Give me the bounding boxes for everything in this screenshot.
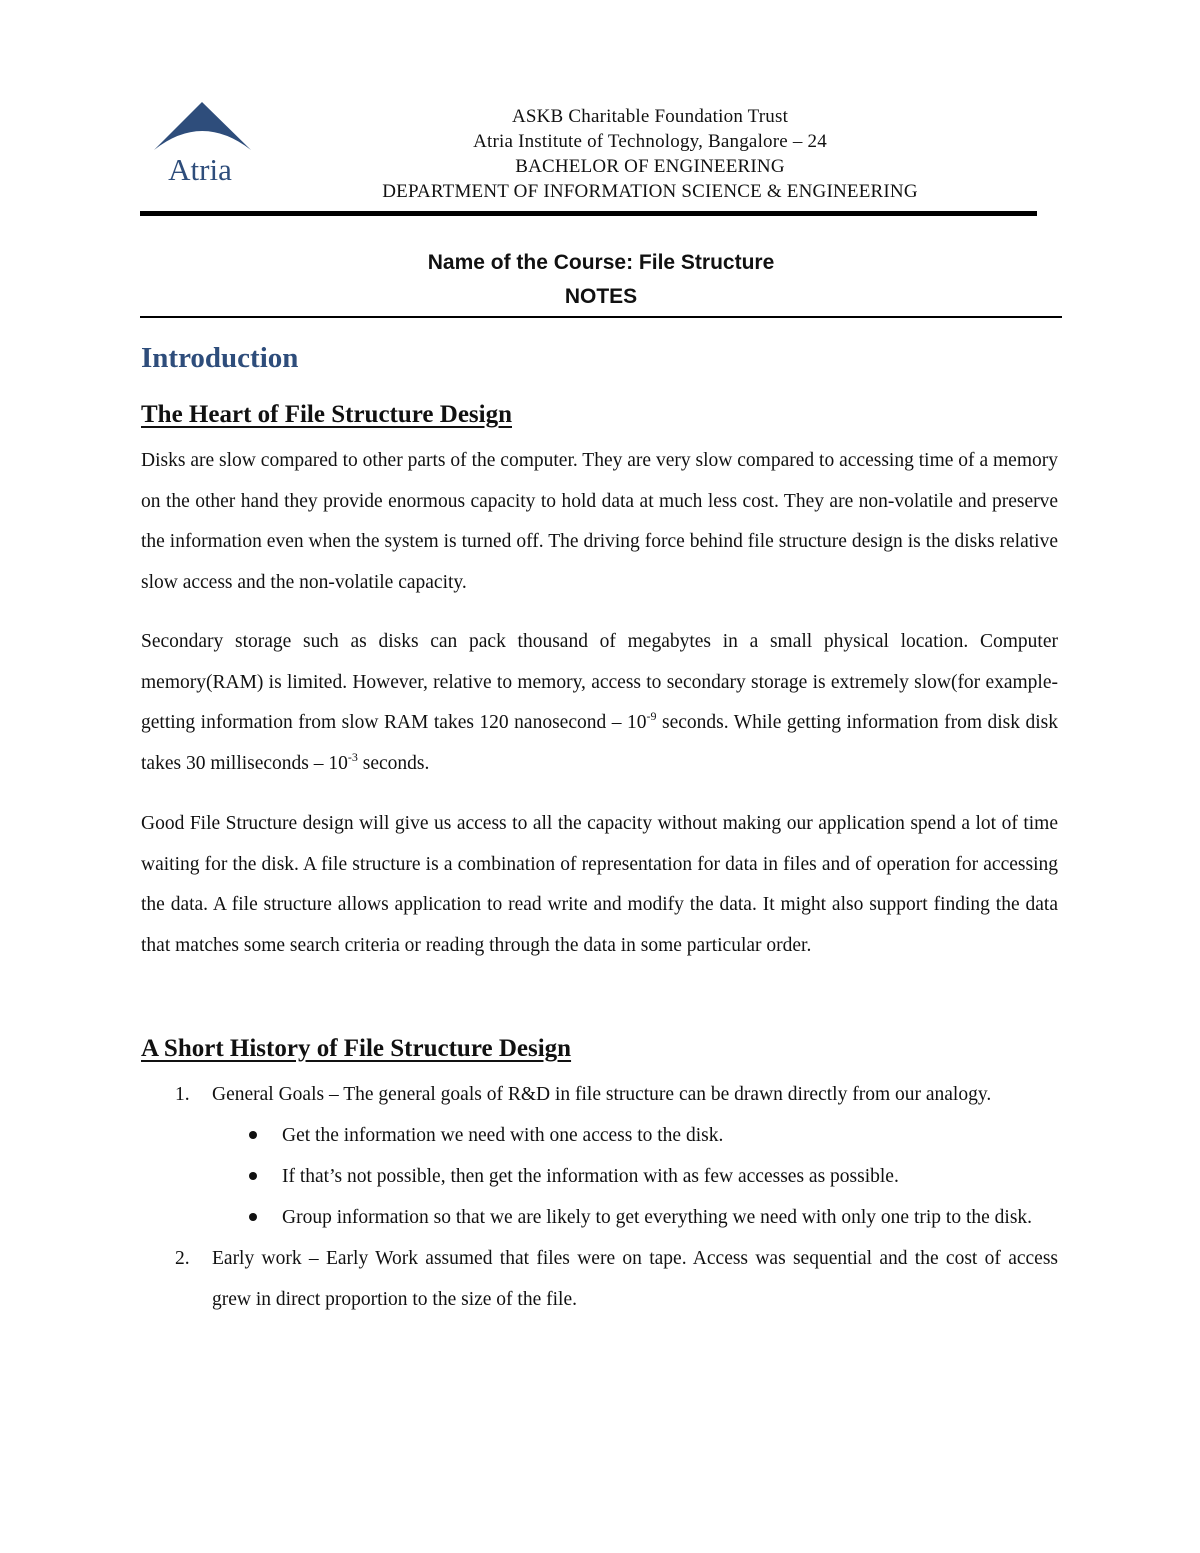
bullet-item xyxy=(141,1115,1058,1156)
course-title-block xyxy=(140,246,1062,314)
degree-name: BACHELOR OF ENGINEERING xyxy=(515,156,785,177)
paragraph-good-design: Good File Structure design will give us access to all the capacity without making our application spend a lot of time waiting for the disk. A file structure is a combination of representation for data in files and of operation for accessing the data. A file structure allows application to read write and modify the data. It might also support finding the data that matches some search criteria or reading through the data in some particular order. xyxy=(141,813,1058,956)
bullet-icon xyxy=(249,1131,257,1139)
paragraph-text: seconds. xyxy=(357,752,430,774)
bullet-icon xyxy=(249,1172,257,1180)
introduction-heading: Introduction xyxy=(141,342,299,374)
header-divider xyxy=(140,211,1037,216)
bullet-icon xyxy=(249,1213,257,1221)
list-item-text: General Goals – The general goals of R&D in file structure can be drawn directly from our analogy. xyxy=(212,1084,992,1105)
trust-name: ASKB Charitable Foundation Trust xyxy=(511,106,789,127)
section-heading-history: A Short History of File Structure Design xyxy=(141,1035,572,1062)
bullet-text: Get the information we need with one access to the disk. xyxy=(282,1125,724,1146)
course-name: Name of the Course: File Structure xyxy=(427,251,775,274)
list-number: 1. xyxy=(175,1084,190,1105)
section-heading-heart: The Heart of File Structure Design xyxy=(141,401,512,428)
bullet-item xyxy=(141,1156,1058,1197)
department-name: DEPARTMENT OF INFORMATION SCIENCE & ENGINEERING xyxy=(382,181,918,202)
paragraph-text: seconds. While getting information from disk disk takes 30 milliseconds – 10 xyxy=(141,712,1059,774)
institution-header xyxy=(300,104,1000,204)
bullet-item xyxy=(141,1197,1058,1238)
exponent-nano: -9 xyxy=(646,709,657,723)
paragraph-secondary-storage xyxy=(141,622,1058,784)
bullet-text: If that’s not possible, then get the information with as few accesses as possible. xyxy=(282,1166,899,1187)
list-number: 2. xyxy=(175,1248,190,1269)
paragraph-text: Secondary storage such as disks can pack thousand of megabytes in a small physical location. Computer memory(RAM) is limited. However, relative to memory, access to secondary storage is extremely slow(for example- getting information from slow RAM takes 120 nanosecond – 10 xyxy=(141,631,1058,733)
list-item-text: Early work – Early Work assumed that files were on tape. Access was sequential and the cost of access grew in direct proportion to the size of the file. xyxy=(212,1248,1058,1310)
atria-logo xyxy=(150,100,255,185)
institute-name: Atria Institute of Technology, Bangalore – 24 xyxy=(473,131,827,152)
paragraph-disks-slow: Disks are slow compared to other parts of the computer. They are very slow compared to accessing time of a memory on the other hand they provide enormous capacity to hold data at much less cost. They are non-volatile and preserve the information even when the system is turned off. The driving force behind file structure design is the disks relative slow access and the non-volatile capacity. xyxy=(141,450,1058,593)
list-item xyxy=(141,1238,1058,1320)
bullet-text: Group information so that we are likely to get everything we need with only one trip to the disk. xyxy=(282,1207,1033,1228)
history-list xyxy=(141,1074,1058,1320)
atria-arch-icon xyxy=(150,100,255,185)
exponent-milli: -3 xyxy=(347,749,358,764)
list-item xyxy=(141,1074,1058,1115)
logo-text: Atria xyxy=(168,152,232,185)
course-divider xyxy=(140,316,1062,318)
course-notes-label: NOTES xyxy=(564,285,638,308)
